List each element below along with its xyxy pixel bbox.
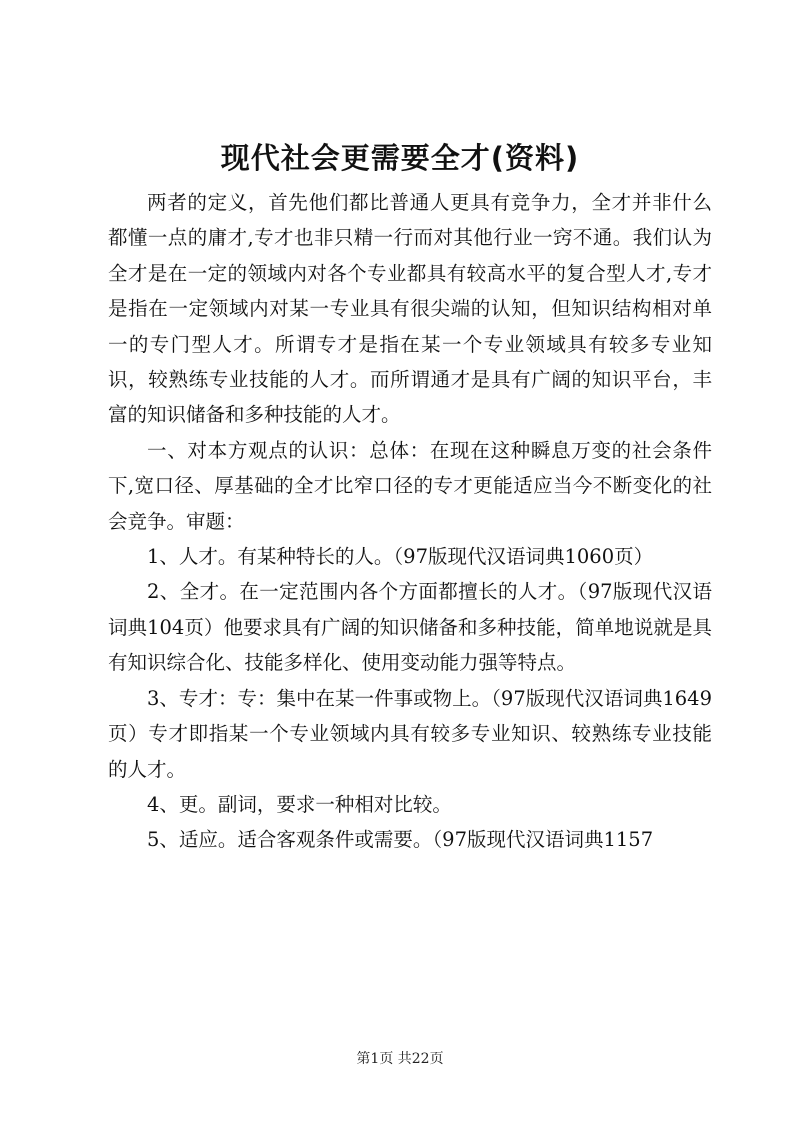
paragraph-item-2: 2、全才。在一定范围内各个方面都擅长的人才。（97版现代汉语词典104页）他要求具有广阔的知识储备和多种技能，简单地说就是具有知识综合化、技能多样化、使用变动能力强等特点。 <box>108 580 712 675</box>
document-title: 现代社会更需要全才(资料) <box>220 141 580 175</box>
document-body <box>108 185 712 858</box>
paragraph-item-1: 1、人才。有某种特长的人。（97版现代汉语词典1060页） <box>147 545 654 569</box>
page-footer: 第1页 共22页 <box>356 1051 444 1067</box>
paragraph-item-4: 4、更。副词，要求一种相对比较。 <box>147 792 452 816</box>
paragraph-viewpoint: 一、对本方观点的认识：总体：在现在这种瞬息万变的社会条件下,宽口径、厚基础的全才比窄口径的专才更能适应当今不断变化的社会竞争。审题： <box>108 438 712 533</box>
paragraph-item-3: 3、专才：专：集中在某一件事或物上。（97版现代汉语词典1649页）专才即指某一个专业领域内具有较多专业知识、较熟练专业技能的人才。 <box>108 686 712 781</box>
paragraph-definition: 两者的定义，首先他们都比普通人更具有竞争力，全才并非什么都懂一点的庸才,专才也非只精一行而对其他行业一窍不通。我们认为全才是在一定的领域内对各个专业都具有较高水平的复合型人才,专才是指在一定领域内对某一专业具有很尖端的认知，但知识结构相对单一的专门型人才。所谓专才是指在某一个专业领域具有较多专业知识，较熟练专业技能的人才。而所谓通才是具有广阔的知识平台，丰富的知识储备和多种技能的人才。 <box>108 191 712 427</box>
paragraph-item-5: 5、适应。适合客观条件或需要。（97版现代汉语词典1157 <box>147 828 654 852</box>
